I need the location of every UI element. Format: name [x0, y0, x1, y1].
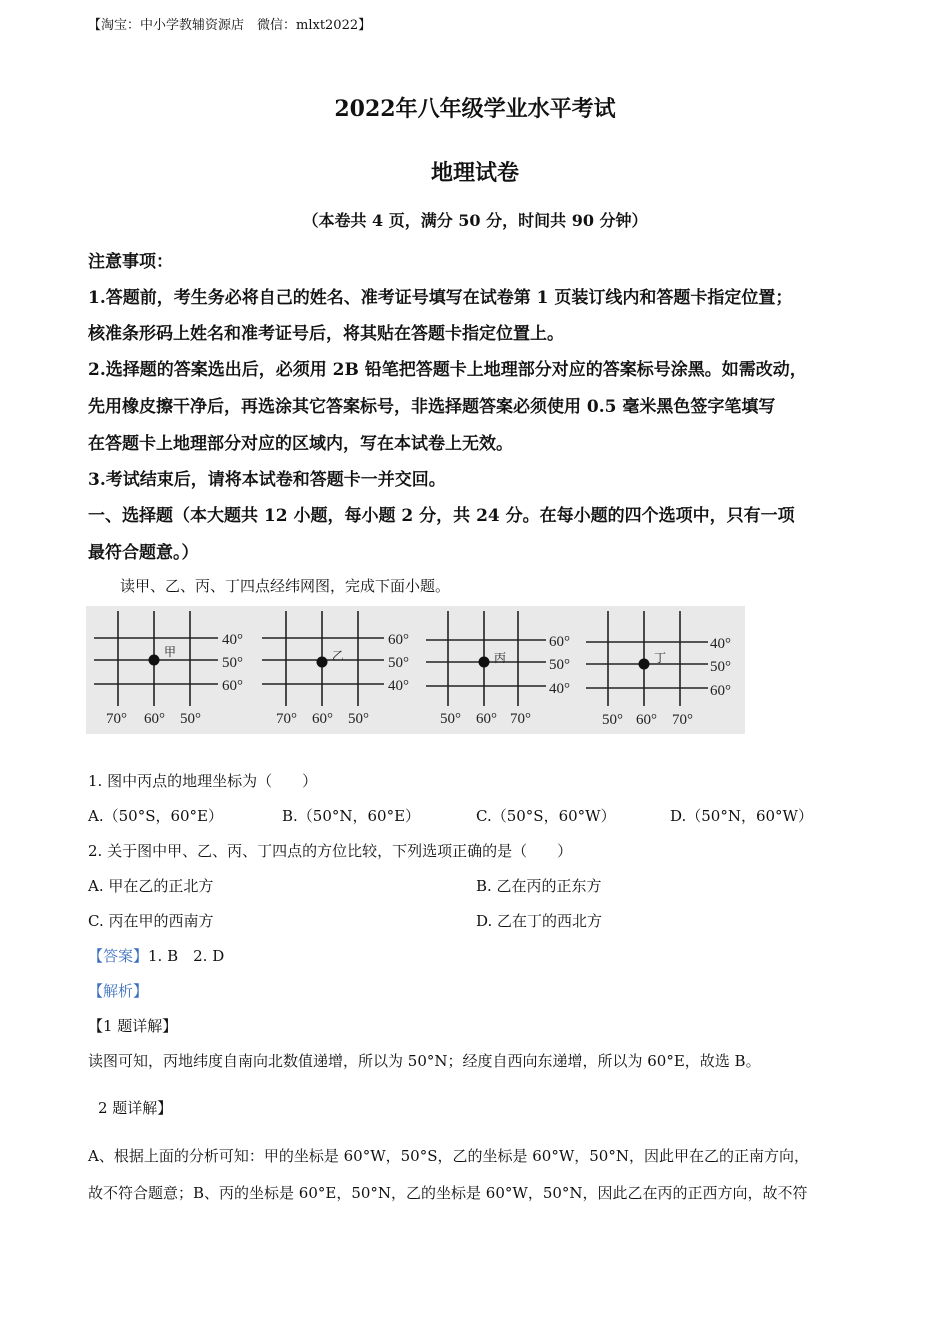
- answer-tag: 【答案】: [88, 947, 149, 965]
- lon-label: 70°: [106, 711, 127, 727]
- point-marker: [317, 657, 328, 668]
- q1-option-a: A.（50°S，60°E）: [88, 807, 224, 825]
- lat-label: 40°: [710, 636, 731, 652]
- detail-1-heading: 【1 题详解】: [88, 1017, 178, 1035]
- watermark: 【淘宝：中小学教辅资源店 微信：mlxt2022】: [88, 18, 372, 33]
- point-label: 丁: [654, 651, 667, 665]
- lon-label: 70°: [276, 711, 297, 727]
- point-label: 甲: [164, 645, 177, 659]
- lat-label: 50°: [710, 659, 731, 675]
- lat-label: 40°: [549, 681, 570, 697]
- panel-yi: [262, 611, 409, 727]
- exam-subject: 地理试卷: [430, 160, 519, 186]
- exam-info: （本卷共 4 页，满分 50 分，时间共 90 分钟）: [302, 211, 648, 230]
- lat-label: 60°: [549, 634, 570, 650]
- exam-title: 2022年八年级学业水平考试: [334, 96, 616, 122]
- lat-lon-grid-figure: [86, 606, 745, 734]
- q1-option-d: D.（50°N，60°W）: [670, 807, 813, 825]
- lon-label: 60°: [636, 712, 657, 728]
- detail-2-text: A、根据上面的分析可知：甲的坐标是 60°W，50°S，乙的坐标是 60°W，50°N，因此甲在乙的正南方向，: [88, 1147, 809, 1165]
- point-marker: [639, 659, 650, 670]
- notice-line: 3.考试结束后，请将本试卷和答题卡一并交回。: [88, 470, 446, 490]
- lon-label: 50°: [180, 711, 201, 727]
- q2-option-a: A. 甲在乙的正北方: [88, 877, 214, 895]
- q1-option-b: B.（50°N，60°E）: [282, 807, 421, 825]
- q2-option-c: C. 丙在甲的西南方: [88, 912, 214, 930]
- q2-option-d: D. 乙在丁的西北方: [476, 912, 603, 930]
- q1-option-c: C.（50°S，60°W）: [476, 807, 616, 825]
- q2-stem: 2. 关于图中甲、乙、丙、丁四点的方位比较，下列选项正确的是（ ）: [88, 842, 573, 860]
- lon-label: 50°: [348, 711, 369, 727]
- grid-figure-svg: [86, 606, 745, 734]
- notice-line: 在答题卡上地理部分对应的区域内，写在本试卷上无效。: [88, 434, 513, 454]
- lon-label: 60°: [312, 711, 333, 727]
- lat-label: 50°: [549, 657, 570, 673]
- lon-label: 70°: [672, 712, 693, 728]
- q1-stem: 1. 图中丙点的地理坐标为（ ）: [88, 772, 318, 790]
- answer-text: 1. B 2. D: [148, 947, 225, 965]
- analysis-tag: 【解析】: [88, 982, 149, 1000]
- point-label: 丙: [494, 651, 507, 665]
- detail-1-text: 读图可知，丙地纬度自南向北数值递增，所以为 50°N；经度自西向东递增，所以为 60°E，故选 B。: [88, 1052, 761, 1070]
- lon-label: 70°: [510, 711, 531, 727]
- section-heading: 一、选择题（本大题共 12 小题，每小题 2 分，共 24 分。在每小题的四个选项中，只有一项: [88, 506, 795, 526]
- notice-heading: 注意事项：: [88, 252, 173, 272]
- lon-label: 50°: [440, 711, 461, 727]
- section-heading-cont: 最符合题意。）: [88, 543, 199, 563]
- lat-label: 60°: [710, 683, 731, 699]
- panel-bing: [426, 611, 570, 727]
- lon-label: 60°: [144, 711, 165, 727]
- lon-label: 60°: [476, 711, 497, 727]
- panel-jia: [94, 611, 243, 727]
- notice-line: 1.答题前，考生务必将自己的姓名、准考证号填写在试卷第 1 页装订线内和答题卡指定位置；: [88, 288, 793, 308]
- detail-2-heading: 2 题详解】: [98, 1099, 173, 1117]
- q2-option-b: B. 乙在丙的正东方: [476, 877, 602, 895]
- lat-label: 50°: [222, 655, 243, 671]
- lat-label: 60°: [222, 678, 243, 694]
- lat-label: 60°: [388, 632, 409, 648]
- detail-2-text-cont: 故不符合题意；B、丙的坐标是 60°E，50°N，乙的坐标是 60°W，50°N，因此乙在丙的正西方向，故不符: [88, 1184, 808, 1202]
- point-marker: [149, 655, 160, 666]
- lat-label: 50°: [388, 655, 409, 671]
- notice-line: 先用橡皮擦干净后，再选涂其它答案标号，非选择题答案必须使用 0.5 毫米黑色签字笔填写: [88, 397, 776, 417]
- lat-label: 40°: [388, 678, 409, 694]
- answer-line: [88, 945, 224, 966]
- point-marker: [479, 657, 490, 668]
- lon-label: 50°: [602, 712, 623, 728]
- lat-label: 40°: [222, 632, 243, 648]
- notice-line: 核准条形码上姓名和准考证号后，将其贴在答题卡指定位置上。: [88, 324, 564, 344]
- point-label: 乙: [332, 649, 345, 663]
- notice-line: 2.选择题的答案选出后，必须用 2B 铅笔把答题卡上地理部分对应的答案标号涂黑。如需改动，: [88, 360, 807, 380]
- panel-ding: [586, 611, 731, 728]
- question-intro: 读甲、乙、丙、丁四点经纬网图，完成下面小题。: [120, 577, 451, 595]
